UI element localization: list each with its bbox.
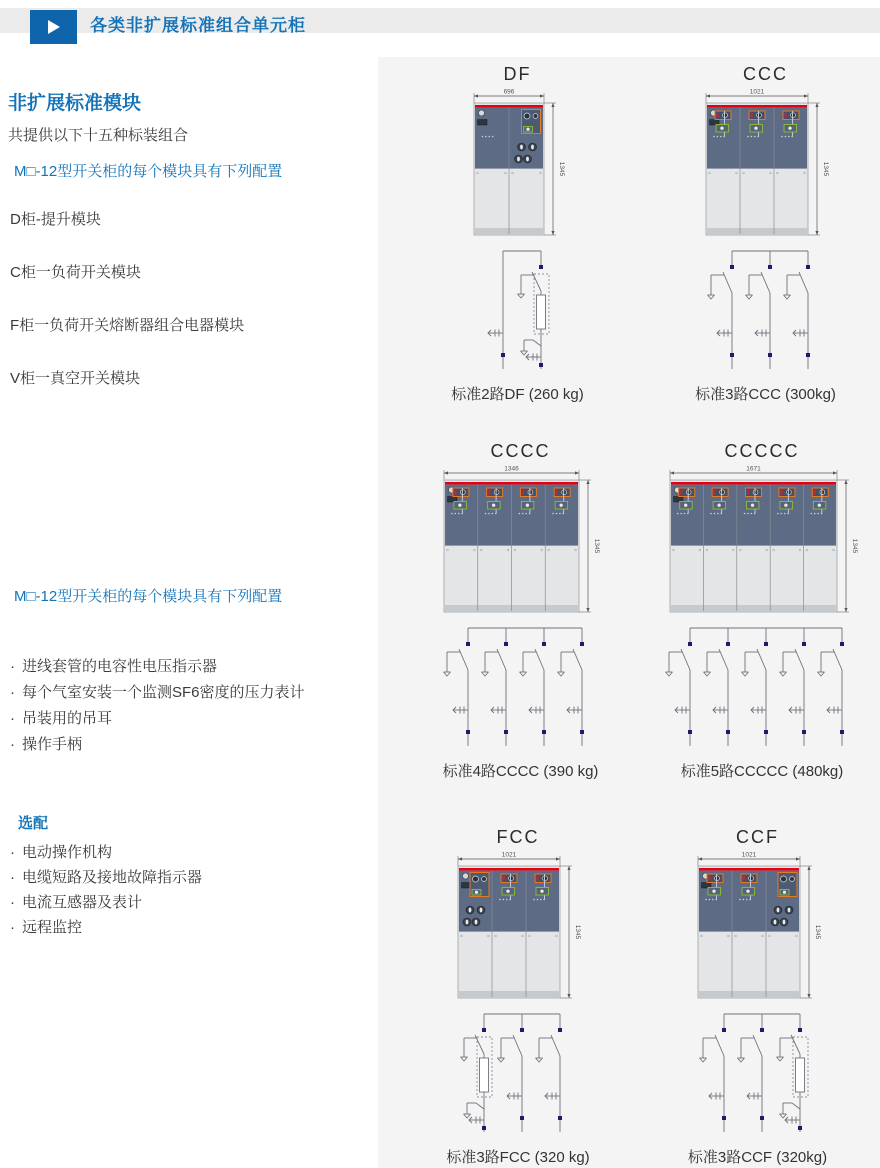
- cabinet-caption: 标准3路CCF (320kg): [687, 1149, 828, 1166]
- svg-text:1346: 1346: [504, 465, 519, 473]
- cabinet-title: CCC: [743, 64, 788, 84]
- list-item: · 进线套管的电容性电压指示器: [10, 657, 305, 677]
- svg-text:1345: 1345: [557, 161, 565, 177]
- svg-text:1345: 1345: [813, 924, 821, 940]
- cabinet-title: DF: [503, 64, 532, 84]
- svg-text:1345: 1345: [850, 538, 858, 554]
- config-heading-1: M□-12型开关柜的每个模块具有下列配置: [14, 163, 283, 180]
- left-column: [0, 0, 378, 1168]
- cabinet-cell-ccc: [653, 63, 878, 404]
- circuit-diagram: [477, 245, 559, 375]
- optional-title: 选配: [18, 815, 49, 832]
- circuit-diagram: [706, 245, 826, 375]
- cabinet-cell-fcc: [408, 826, 628, 1167]
- module-list: [10, 210, 244, 422]
- circuit-diagram: [458, 1008, 578, 1138]
- svg-text:1021: 1021: [749, 88, 764, 96]
- cabinet-title: CCCC: [490, 441, 551, 461]
- list-item: F柜一负荷开关熔断器组合电器模块: [10, 317, 245, 334]
- cabinet-title: CCF: [736, 827, 779, 847]
- cabinet-caption: 标准2路DF (260 kg): [451, 386, 584, 403]
- svg-text:1345: 1345: [574, 924, 581, 940]
- list-item: · 电动操作机构: [10, 843, 202, 863]
- cabinet-front-drawing: [436, 464, 605, 618]
- cabinet-caption: 标准3路FCC (320 kg): [446, 1149, 590, 1166]
- list-item: · 电流互感器及表计: [10, 893, 202, 913]
- circuit-diagram: [698, 1008, 818, 1138]
- optional-list: [10, 843, 202, 943]
- list-item: C柜一负荷开关模块: [10, 264, 141, 281]
- cabinet-title: CCCCC: [724, 441, 800, 461]
- cabinet-cell-cccc: [408, 440, 633, 781]
- cabinet-front-drawing: [466, 87, 570, 241]
- svg-text:696: 696: [503, 88, 514, 96]
- cabinet-front-drawing: [450, 850, 586, 1004]
- list-item: V柜一真空开关模块: [10, 370, 141, 387]
- cabinet-cell-ccf: [650, 826, 865, 1167]
- page-title: 各类非扩展标准组合单元柜: [90, 16, 306, 35]
- cabinet-caption: 标准3路CCC (300kg): [695, 386, 836, 403]
- intro-text: 共提供以下十五种标装组合: [8, 127, 189, 144]
- feature-list: [10, 657, 305, 761]
- cabinet-front-drawing: [690, 850, 826, 1004]
- list-item: · 每个气室安装一个监测SF6密度的压力表计: [10, 683, 305, 703]
- svg-text:1345: 1345: [821, 161, 829, 177]
- list-item: · 远程监控: [10, 918, 202, 938]
- cabinet-front-drawing: [662, 464, 863, 618]
- section-title: 非扩展标准模块: [8, 93, 142, 114]
- svg-text:1021: 1021: [741, 851, 756, 859]
- cabinet-caption: 标准5路CCCCC (480kg): [680, 763, 844, 780]
- list-item: · 吊装用的吊耳: [10, 709, 305, 729]
- circuit-diagram: [442, 622, 600, 752]
- cabinet-cell-df: [410, 63, 625, 404]
- cabinet-cell-ccccc: [648, 440, 876, 781]
- svg-text:1021: 1021: [501, 851, 517, 859]
- cabinet-title: FCC: [496, 827, 540, 847]
- list-item: · 电缆短路及接地故障指示器: [10, 868, 202, 888]
- circuit-diagram: [664, 622, 860, 752]
- cabinet-front-drawing: [698, 87, 834, 241]
- list-item: D柜-提升模块: [10, 211, 101, 228]
- cabinet-caption: 标准4路CCCC (390 kg): [442, 763, 599, 780]
- catalog-panel: [378, 57, 880, 1168]
- config-heading-2: M□-12型开关柜的每个模块具有下列配置: [14, 588, 283, 605]
- svg-text:1671: 1671: [745, 465, 761, 473]
- svg-text:1345: 1345: [593, 538, 600, 554]
- list-item: · 操作手柄: [10, 735, 305, 755]
